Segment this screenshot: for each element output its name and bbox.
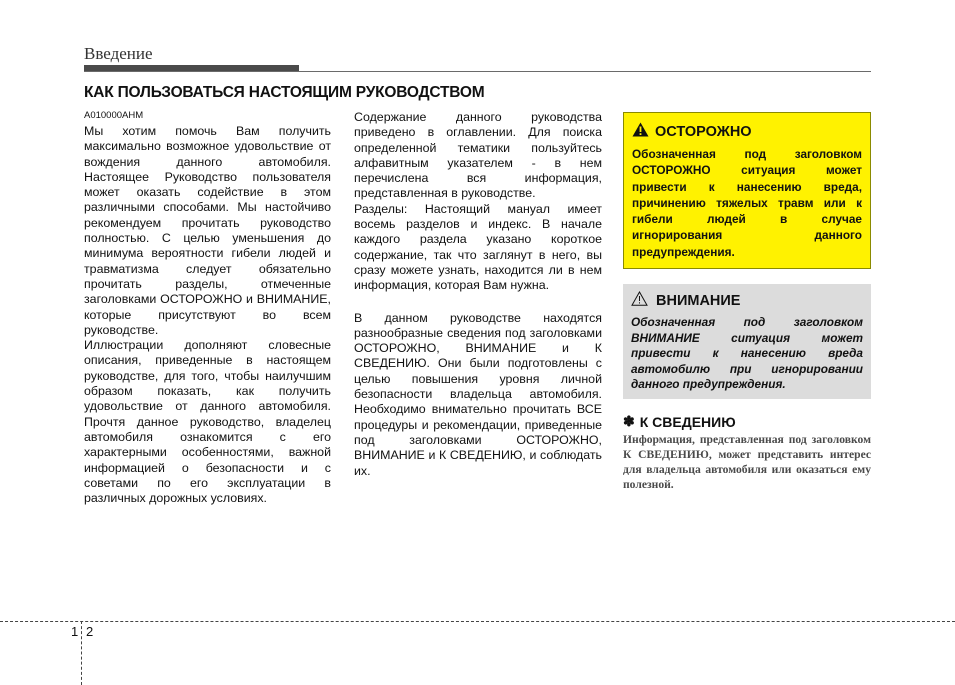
caution-triangle-icon bbox=[631, 291, 648, 310]
paragraph: В данном руководстве находятся разнообразные сведения под заголовками ОСТОРОЖНО, ВНИМАНИЕ и К СВЕДЕНИЮ. Они были подготовлены с целью повышения уровня личной безопасности владельца автомобиля. Необходимо внимательно прочитать ВСЕ процедуры и рекомендации, приведенные под заголовками ОСТОРОЖНО, ВНИМАНИЕ и К СВЕДЕНИЮ, и соблюдать их. bbox=[354, 310, 602, 478]
paragraph: Иллюстрации дополняют словесные описания, приведенные в настоящем руководстве, для того, чтобы наилучшим образом показать, как получить удовольствие от данного автомобиля. Прочтя данное руководство, владелец автомобиля ознакомится с его характерными особенностями, важной информацией о безопасности и с советами по его эксплуатации в различных дорожных условиях. bbox=[84, 338, 331, 506]
header-divider bbox=[84, 71, 871, 72]
paragraph: Содержание данного руководства приведено в оглавлении. Для поиска определенной тематики пользуйтесь алфавитным указателем - в нем перечислена вся информация, представленная в руководстве. bbox=[354, 110, 602, 201]
warning-triangle-icon bbox=[632, 122, 649, 141]
chapter-number: 1 bbox=[71, 624, 79, 639]
page-number: 2 bbox=[86, 624, 94, 639]
paragraph: Мы хотим помочь Вам получить максимально возможное удовольствие от вождения данного автомобиля. Настоящее Руководство пользователя может оказать содействие в этом различными способами. Мы настойчиво рекомендуем прочитать руководство полностью. С целью уменьшения до минимума вероятности гибели людей и травматизма следует обязательно прочитать разделы, отмеченные заголовками ОСТОРОЖНО и ВНИМАНИЕ, которые присутствуют во всем руководстве. bbox=[84, 124, 331, 337]
footer-vertical-divider bbox=[81, 621, 82, 685]
note-body: Информация, представленная под заголовком К СВЕДЕНИЮ, может представить интерес для владельца автомобиля или оказаться ему полезной. bbox=[623, 433, 871, 491]
warning-box bbox=[623, 112, 871, 269]
note-heading bbox=[623, 413, 736, 430]
caution-heading-text: ВНИМАНИЕ bbox=[656, 292, 741, 309]
column-middle bbox=[354, 110, 602, 479]
column-left bbox=[84, 124, 331, 506]
paragraph: Разделы: Настоящий мануал имеет восемь разделов и индекс. В начале каждого раздела указано короткое содержание, так что заглянут в него, вы сразу можете узнать, находится ли в нем информация, которая Вам нужна. bbox=[354, 201, 602, 293]
caution-body: Обозначенная под заголовком ВНИМАНИЕ ситуация может привести к нанесению вреда автомобилю при игнорировании данного предупреждения. bbox=[631, 315, 863, 391]
caution-box bbox=[623, 284, 871, 399]
caution-heading bbox=[631, 291, 863, 310]
warning-body: Обозначенная под заголовком ОСТОРОЖНО ситуация может привести к нанесению вреда, причинению тяжелых травм или к гибели людей в случае игнорирования данного предупреждения. bbox=[632, 147, 862, 259]
warning-heading-text: ОСТОРОЖНО bbox=[655, 123, 752, 140]
section-title: Введение bbox=[84, 44, 153, 63]
footer-divider bbox=[0, 621, 955, 622]
document-code: A010000AHM bbox=[84, 110, 144, 121]
asterisk-icon: ✽ bbox=[623, 413, 635, 429]
note-heading-text: К СВЕДЕНИЮ bbox=[639, 413, 736, 430]
page-title: КАК ПОЛЬЗОВАТЬСЯ НАСТОЯЩИМ РУКОВОДСТВОМ bbox=[84, 84, 485, 101]
warning-heading bbox=[632, 122, 862, 141]
